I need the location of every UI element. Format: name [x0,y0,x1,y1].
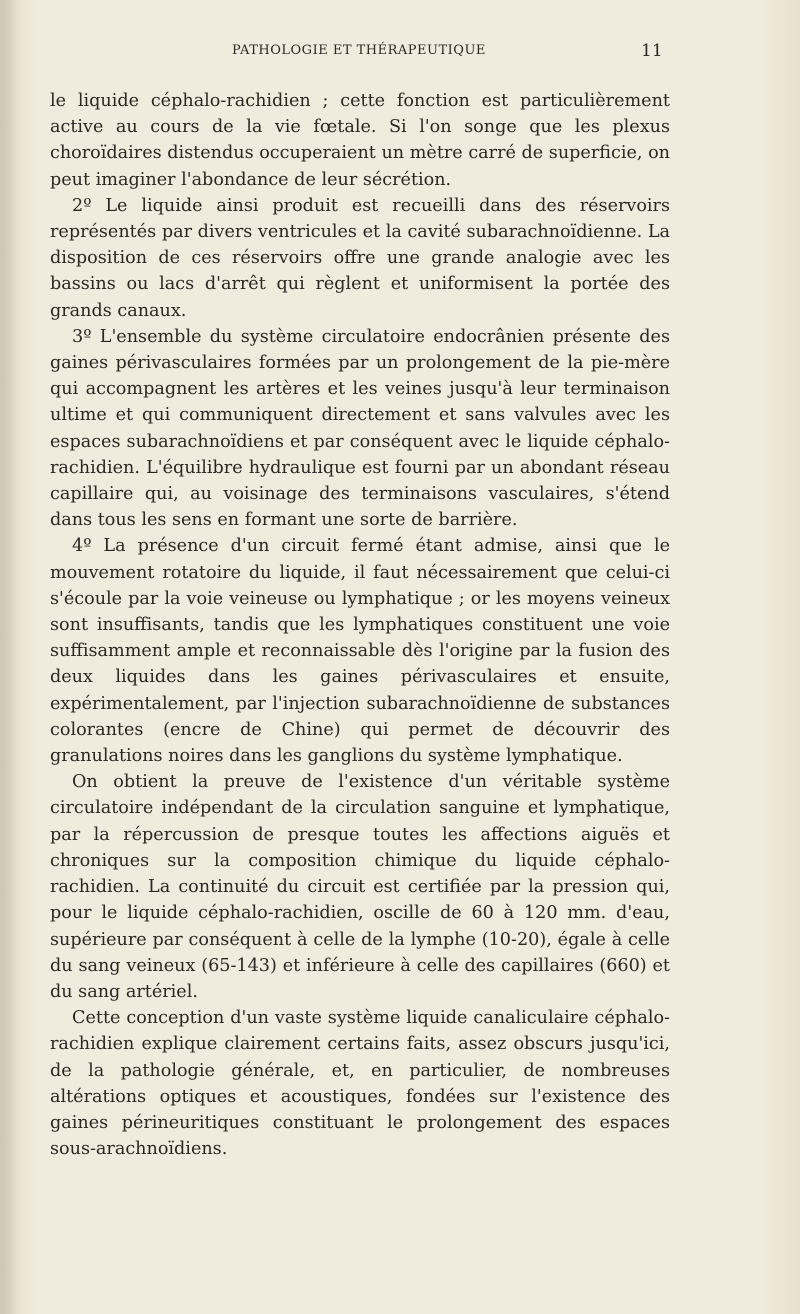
running-title: PATHOLOGIE ET THÉRAPEUTIQUE [232,43,486,58]
paragraph-point-4: 4º La présence d'un circuit fermé étant admise, ainsi que le mouvement rotatoire du liquide, il faut nécessairement que celui-ci s'écoule par la voie veineuse ou lymphatique ; or les moyens veineux sont insuffisants, tandis que les lymphatiques constituent une voie suffisamment ample et reconnaissable dès l'origine par la fusion des deux liquides dans les gaines périvasculaires et ensuite, expérimentalement, par l'injection subarachnoïdienne de substances colorantes (encre de Chine) qui permet de découvrir des granulations noires dans les ganglions du système lymphatique. [50,536,670,767]
paragraph-conclusion: Cette conception d'un vaste système liquide canaliculaire céphalo-rachidien explique clairement certains faits, assez obscurs jusqu'ici, de la pathologie générale, et, en particulier, de nombreuses altérations optiques et acoustiques, fondées sur l'existence des gaines périneuritiques constituant le prolongement des espaces sous-arachnoïdiens. [50,1008,670,1160]
page-number: 11 [641,41,663,61]
paragraph-point-2: 2º Le liquide ainsi produit est recueilli dans des réservoirs représentés par divers ventricules et la cavité subarachnoïdienne. La disposition de ces réservoirs offre une grande analogie avec les bassins ou lacs d'arrêt qui règlent et uniformisent la portée des grands canaux. [50,195,670,321]
page-header [0,43,800,67]
paragraph-point-3: 3º L'ensemble du système circulatoire endocrânien présente des gaines périvasculaires formées par un prolongement de la pie-mère qui accompagnent les artères et les veines jusqu'à leur terminaison ultime et qui communiquent directement et sans valvules avec les espaces subarachnoïdiens et par conséquent avec le liquide céphalo-rachidien. L'équilibre hydraulique est fourni par un abondant réseau capillaire qui, au voisinage des terminaisons vasculaires, s'étend dans tous les sens en formant une sorte de barrière. [50,326,670,531]
paragraph-continuation: le liquide céphalo-rachidien ; cette fonction est particulièrement active au cours de la vie fœtale. Si l'on songe que les plexus choroïdaires distendus occuperaient un mètre carré de superficie, on peut imaginer l'abondance de leur sécrétion. [50,91,670,190]
body-text [50,88,670,1162]
paragraph-proof: On obtient la preuve de l'existence d'un véritable système circulatoire indépendant de la circulation sanguine et lymphatique, par la répercussion de presque toutes les affections aiguës et chroniques sur la composition chimique du liquide céphalo-rachidien. La continuité du circuit est certifiée par la pression qui, pour le liquide céphalo-rachidien, oscille de 60 à 120 mm. d'eau, supérieure par conséquent à celle de la lymphe (10-20), égale à celle du sang veineux (65-143) et inférieure à celle des capillaires (660) et du sang artériel. [50,772,670,1002]
binding-shadow [0,0,20,1314]
